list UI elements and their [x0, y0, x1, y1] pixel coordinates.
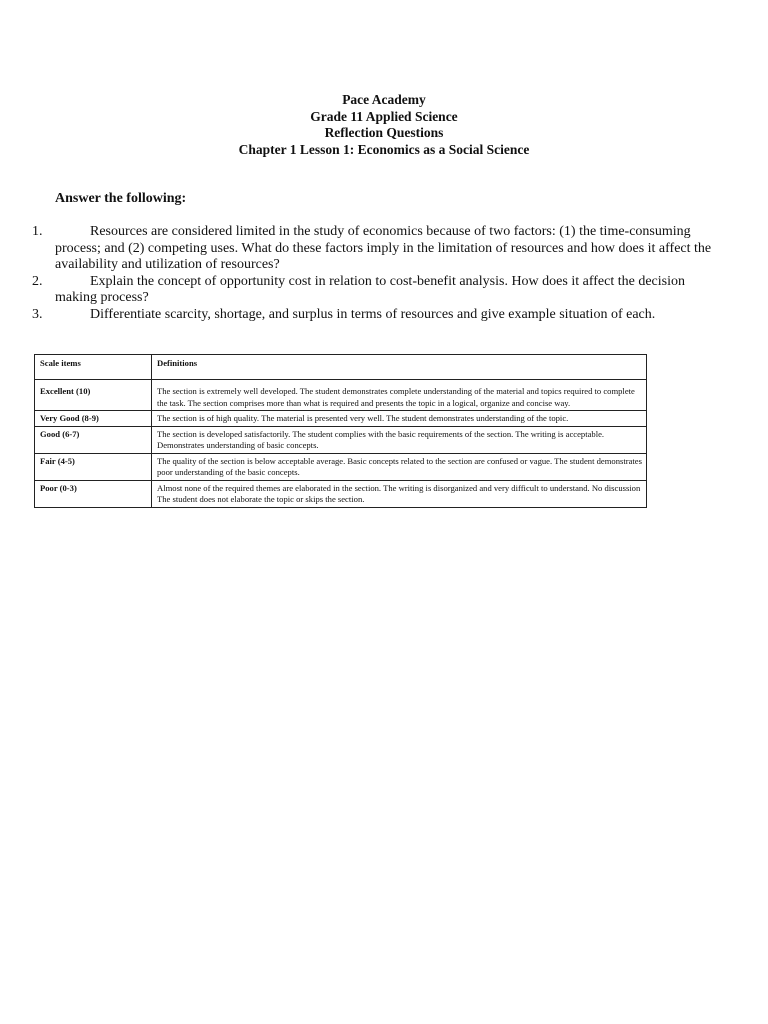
table-header-row [35, 355, 647, 380]
scale-item: Fair (4-5) [35, 453, 152, 480]
scale-item: Good (6-7) [35, 426, 152, 453]
column-header-definitions: Definitions [152, 355, 647, 380]
question-item [32, 307, 722, 324]
question-text: Resources are considered limited in the study of economics because of two factors: (1) the time-consuming process; and (2) competing uses. What do these factors imply in the limitation of resources and how does it affect the availability and utilization of resources? [55, 224, 712, 272]
school-name: Pace Academy [342, 92, 426, 107]
scale-item: Excellent (10) [35, 380, 152, 411]
table-row [35, 426, 647, 453]
table-row [35, 453, 647, 480]
scale-item: Very Good (8-9) [35, 411, 152, 427]
scale-definition: Almost none of the required themes are elaborated in the section. The writing is disorganized and very difficult to understand. No discussion The student does not elaborate the topic or skips the section. [152, 480, 647, 507]
scale-definition: The section is extremely well developed. The student demonstrates complete understanding of the material and topics required to complete the task. The section comprises more than what is required and presents the topic in a logical, organize and concise way. [152, 380, 647, 411]
document-header [0, 92, 768, 158]
table-row [35, 480, 647, 507]
question-text: Explain the concept of opportunity cost in relation to cost-benefit analysis. How does it affect the decision making process? [55, 273, 685, 305]
scale-item: Poor (0-3) [35, 480, 152, 507]
question-text: Differentiate scarcity, shortage, and surplus in terms of resources and give example situation of each. [90, 306, 656, 322]
rubric-table [34, 354, 647, 508]
course-title: Grade 11 Applied Science [310, 108, 458, 124]
question-number: 2. [32, 273, 43, 289]
scale-definition: The section is of high quality. The material is presented very well. The student demonstrates understanding of the topic. [152, 411, 647, 427]
question-list [32, 224, 722, 323]
question-item [32, 224, 722, 274]
column-header-scale: Scale items [35, 355, 152, 380]
question-number: 3. [32, 306, 43, 322]
chapter-title: Chapter 1 Lesson 1: Economics as a Social Science [238, 141, 530, 157]
table-row [35, 380, 647, 411]
table-row [35, 411, 647, 427]
instructions-heading: Answer the following: [55, 191, 187, 206]
scale-definition: The quality of the section is below acceptable average. Basic concepts related to the section are confused or vague. The student demonstrates poor understanding of the basic concepts. [152, 453, 647, 480]
question-number: 1. [32, 224, 43, 239]
document-type: Reflection Questions [324, 125, 444, 140]
scale-definition: The section is developed satisfactorily. The student complies with the basic requirements of the section. The writing is acceptable. Demonstrates understanding of basic concepts. [152, 426, 647, 453]
question-item [32, 274, 722, 307]
